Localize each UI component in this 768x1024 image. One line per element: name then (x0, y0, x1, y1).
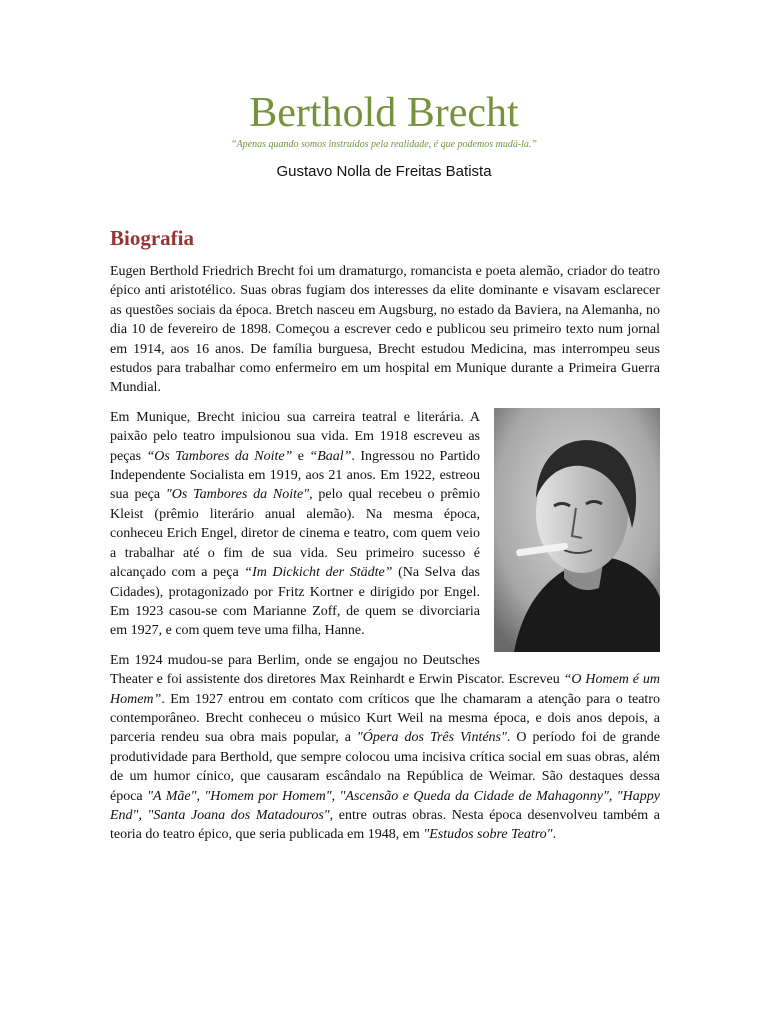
paragraph-3: Em 1924 mudou-se para Berlim, onde se engajou no Deutsches Theater e foi assistente dos diretores Max Reinhardt e Erwin Piscator. Escreveu “O Homem é um Homem”. Em 1927 entrou em contato com críticos que lhe chamaram a atenção para o teatro contemporâneo. Brecht conheceu o músico Kurt Weil na mesma época, e dois anos depois, a parceria rendeu sua obra mais popular, a "Ópera dos Três Vinténs". O período foi de grande produtividade para Berthold, que sempre colocou uma incisiva crítica social em suas obras, além de um humor cínico, que causaram escândalo na República de Weimar. São destaques dessa época "A Mãe", "Homem por Homem", "Ascensão e Queda da Cidade de Mahagonny", "Happy End", "Santa Joana dos Matadouros", entre outras obras. Nesta época desenvolveu também a teoria do teatro épico, que seria publicada em 1948, em "Estudos sobre Teatro". (110, 652, 661, 843)
paragraph-1: Eugen Berthold Friedrich Brecht foi um dramaturgo, romancista e poeta alemão, criador do teatro épico anti aristotélico. Suas obras fugiam dos interesses da elite dominante e visavam esclarecer as questões sociais da época. Bretch nasceu em Augsburg, no estado da Baviera, na Alemanha, no dia 10 de fevereiro de 1898. Começou a escrever cedo e publicou seu primeiro texto num jornal em 1914, aos 16 anos. De família burguesa, Brecht estudou Medicina, mas interrompeu seus estudos para trabalhar como enfermeiro em um hospital em Munique durante a Primeira Guerra Mundial. (110, 264, 660, 396)
document-motto: “Apenas quando somos instruídos pela realidade, é que podemos mudá-la.” (230, 139, 537, 150)
portrait-photo (494, 408, 660, 652)
document-author: Gustavo Nolla de Freitas Batista (276, 163, 492, 180)
document-title: Berthold Brecht (249, 90, 519, 136)
section-heading: Biografia (110, 226, 194, 250)
document-body (110, 262, 660, 855)
paragraph-2: Em Munique, Brecht iniciou sua carreira teatral e literária. A paixão pelo teatro impulsionou sua vida. Em 1918 escreveu as peças “Os Tambores da Noite” e “Baal”. Ingressou no Partido Independente Socialista em 1919, aos 21 anos. Em 1922, estreou sua peça "Os Tambores da Noite", pelo qual recebeu o prêmio Kleist (prêmio literário anual alemão). Na mesma época, conheceu Erich Engel, diretor de cinema e teatro, com quem veio a trabalhar até o fim de sua vida. Seu primeiro sucesso é alcançado com a peça “Im Dickicht der Städte” (Na Selva das Cidades), protagonizado por Fritz Kortner e dirigido por Engel. Em 1923 casou-se com Marianne Zoff, de quem se divorciaria em 1927, e com quem teve uma filha, Hanne. (110, 409, 481, 639)
